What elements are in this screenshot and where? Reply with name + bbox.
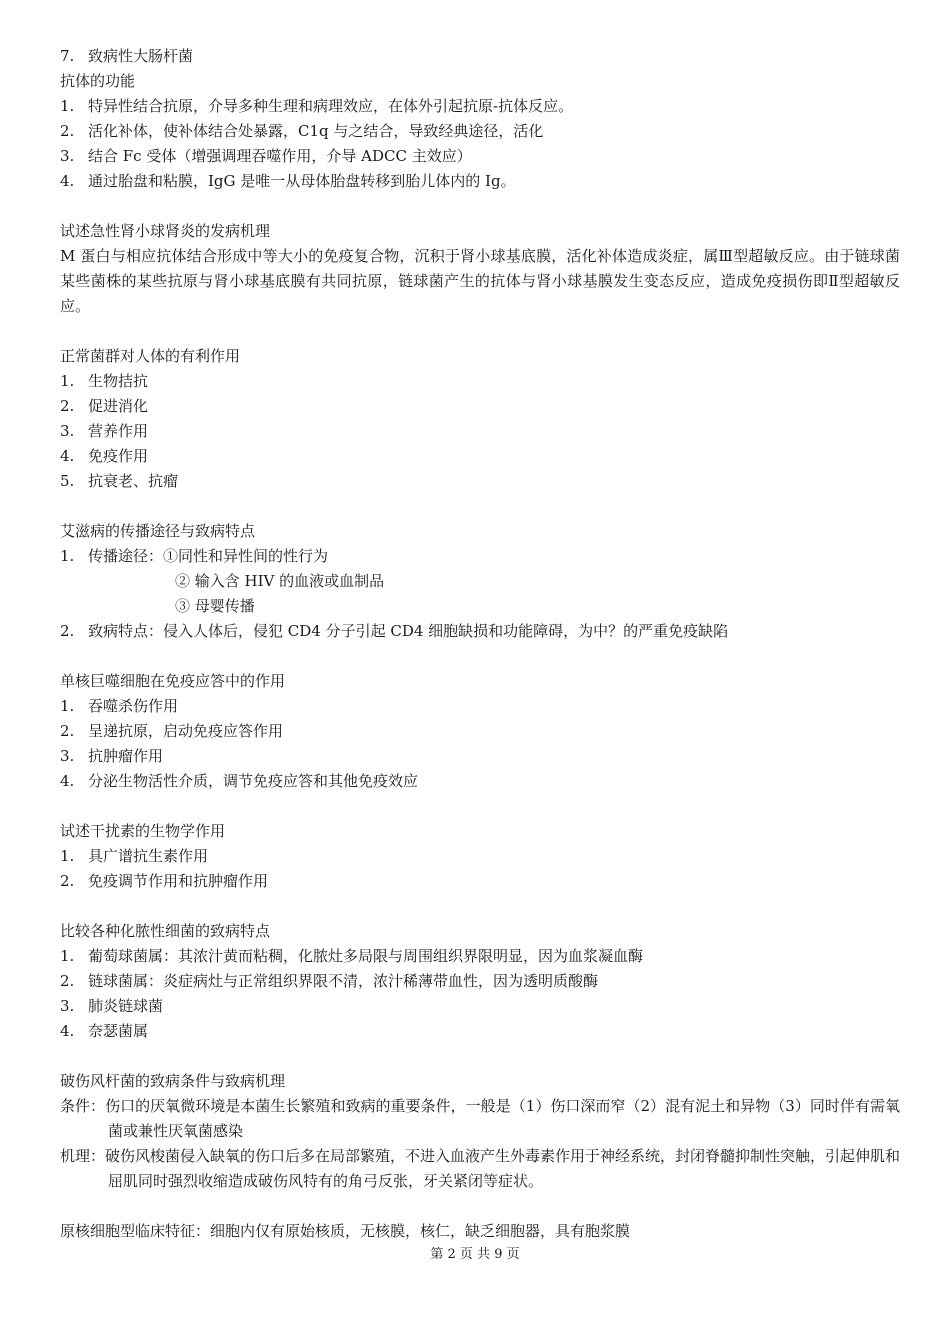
item-number: 1. <box>60 547 75 565</box>
item-text: 结合 Fc 受体（增强调理吞噬作用，介导 ADCC 主效应） <box>88 147 472 165</box>
item-text: 分泌生物活性介质，调节免疫应答和其他免疫效应 <box>88 772 419 790</box>
list-item <box>60 444 900 469</box>
blank-line <box>60 644 900 669</box>
list-item <box>60 94 900 119</box>
item-number: 4. <box>60 447 75 465</box>
item-text: 通过胎盘和粘膜，IgG 是唯一从母体胎盘转移到胎儿体内的 Ig。 <box>88 172 516 190</box>
item-number: 2. <box>60 872 75 890</box>
item-number: 3. <box>60 747 75 765</box>
item-number: 4. <box>60 1022 75 1040</box>
item-text: 致病特点：侵入人体后，侵犯 CD4 分子引起 CD4 细胞缺损和功能障碍，为中？的严重免疫缺陷 <box>88 622 729 640</box>
blank-line <box>60 894 900 919</box>
section-title-normal-flora: 正常菌群对人体的有利作用 <box>60 347 241 365</box>
item-number: 3. <box>60 997 75 1015</box>
item-number: 2. <box>60 397 75 415</box>
section-title-macrophage: 单核巨噬细胞在免疫应答中的作用 <box>60 672 286 690</box>
list-item <box>60 619 900 644</box>
item-number: 2. <box>60 722 75 740</box>
item-text: 肺炎链球菌 <box>88 997 164 1015</box>
blank-line <box>60 1044 900 1069</box>
list-item <box>60 394 900 419</box>
item-number: 1. <box>60 697 75 715</box>
blank-line <box>60 1194 900 1219</box>
list-item <box>60 694 900 719</box>
item-text: 生物拮抗 <box>88 372 149 390</box>
section-title-glomerulonephritis: 试述急性肾小球肾炎的发病机理 <box>60 222 271 240</box>
item-number: 2. <box>60 122 75 140</box>
item-text: 抗衰老、抗瘤 <box>88 472 179 490</box>
item-number: 2. <box>60 622 75 640</box>
section-title-interferon: 试述干扰素的生物学作用 <box>60 822 226 840</box>
list-item <box>60 144 900 169</box>
list-item <box>60 844 900 869</box>
list-item <box>60 1019 900 1044</box>
item-number: 1. <box>60 947 75 965</box>
item-text: 促进消化 <box>88 397 149 415</box>
section-title-antibody: 抗体的功能 <box>60 72 136 90</box>
list-item <box>60 869 900 894</box>
item-text: 链球菌属：炎症病灶与正常组织界限不清，浓汁稀薄带血性，因为透明质酸酶 <box>88 972 599 990</box>
item-text: 吞噬杀伤作用 <box>88 697 179 715</box>
item-text: 营养作用 <box>88 422 149 440</box>
item-text: 具广谱抗生素作用 <box>88 847 209 865</box>
list-item <box>60 44 900 69</box>
item-text: 免疫调节作用和抗肿瘤作用 <box>88 872 269 890</box>
list-item <box>60 769 900 794</box>
section-body-glomerulonephritis: M 蛋白与相应抗体结合形成中等大小的免疫复合物，沉积于肾小球基底膜，活化补体造成炎症，属Ⅲ型超敏反应。由于链球菌某些菌株的某些抗原与肾小球基底膜有共同抗原，链球菌产生的抗体与肾小球基膜发生变态反应，造成免疫损伤即Ⅱ型超敏反应。 <box>60 247 900 315</box>
list-item <box>60 119 900 144</box>
item-text: 免疫作用 <box>88 447 149 465</box>
list-item <box>60 544 900 569</box>
section-title-aids: 艾滋病的传播途径与致病特点 <box>60 522 256 540</box>
item-number: 5. <box>60 472 75 490</box>
list-item <box>60 419 900 444</box>
item-number: 1. <box>60 847 75 865</box>
document-page <box>60 44 900 1244</box>
item-text: 致病性大肠杆菌 <box>88 47 194 65</box>
item-number: 4. <box>60 772 75 790</box>
list-item <box>60 469 900 494</box>
list-item <box>60 944 900 969</box>
blank-line <box>60 194 900 219</box>
item-text: 葡萄球菌属：其浓汁黄而粘稠，化脓灶多局限与周围组织界限明显，因为血浆凝血酶 <box>88 947 644 965</box>
list-item <box>60 719 900 744</box>
item-text: 抗肿瘤作用 <box>88 747 164 765</box>
item-text: 活化补体，使补体结合处暴露，C1q 与之结合，导致经典途径，活化 <box>88 122 544 140</box>
section-title-pyogenic: 比较各种化脓性细菌的致病特点 <box>60 922 271 940</box>
blank-line <box>60 319 900 344</box>
sub-item: ② 输入含 HIV 的血液或血制品 <box>175 572 385 590</box>
list-item <box>60 744 900 769</box>
list-item <box>60 994 900 1019</box>
item-text: 传播途径：①同性和异性间的性行为 <box>88 547 329 565</box>
item-text: 特异性结合抗原，介导多种生理和病理效应，在体外引起抗原-抗体反应。 <box>88 97 574 115</box>
item-number: 3. <box>60 147 75 165</box>
item-text: 奈瑟菌属 <box>88 1022 149 1040</box>
item-number: 3. <box>60 422 75 440</box>
item-text: 呈递抗原，启动免疫应答作用 <box>88 722 284 740</box>
item-number: 1. <box>60 372 75 390</box>
blank-line <box>60 494 900 519</box>
list-item <box>60 369 900 394</box>
item-number: 4. <box>60 172 75 190</box>
section-title-tetanus: 破伤风杆菌的致病条件与致病机理 <box>60 1072 286 1090</box>
prokaryote-features: 原核细胞型临床特征：细胞内仅有原始核质，无核膜，核仁，缺乏细胞器，具有胞浆膜 <box>60 1222 631 1240</box>
sub-item: ③ 母婴传播 <box>175 597 255 615</box>
list-item <box>60 969 900 994</box>
blank-line <box>60 794 900 819</box>
item-number: 7. <box>60 47 75 65</box>
tetanus-condition: 条件：伤口的厌氧微环境是本菌生长繁殖和致病的重要条件，一般是（1）伤口深而窄（2）混有泥土和异物（3）同时伴有需氧菌或兼性厌氧菌感染 <box>60 1097 900 1140</box>
list-item <box>60 169 900 194</box>
page-footer: 第 2 页 共 9 页 <box>430 1247 520 1262</box>
item-number: 1. <box>60 97 75 115</box>
item-number: 2. <box>60 972 75 990</box>
tetanus-mechanism: 机理：破伤风梭菌侵入缺氧的伤口后多在局部繁殖，不进入血液产生外毒素作用于神经系统，封闭脊髓抑制性突触，引起伸肌和屈肌同时强烈收缩造成破伤风特有的角弓反张，牙关紧闭等症状。 <box>60 1147 901 1190</box>
